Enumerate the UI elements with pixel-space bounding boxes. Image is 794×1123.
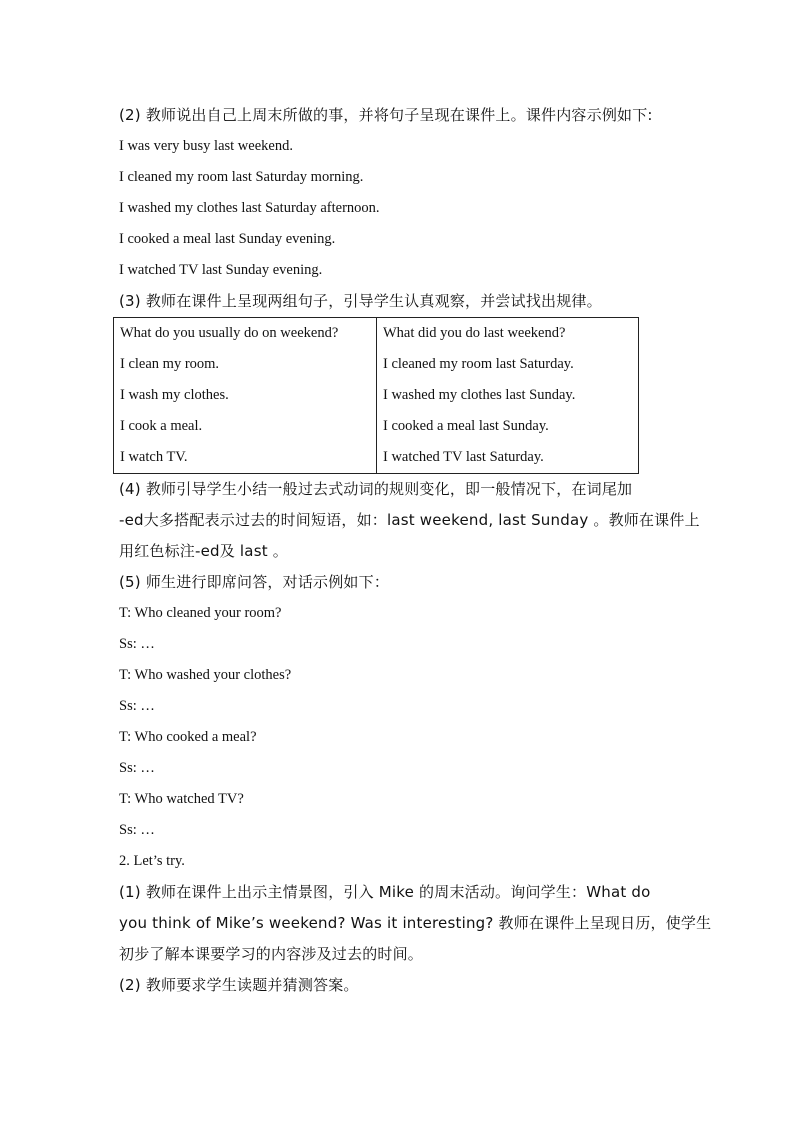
section-4-line: (4) 教师引导学生小结一般过去式动词的规则变化，即一般情况下，在词尾加 (119, 480, 633, 498)
example-sentence: I cooked a meal last Sunday evening. (119, 231, 336, 247)
table-cell: I watched TV last Saturday. (383, 449, 544, 465)
section-4-line: -ed大多搭配表示过去的时间短语，如：last weekend, last Sunday 。教师在课件上 (119, 511, 700, 529)
dialogue-line: T: Who washed your clothes? (119, 667, 292, 683)
table-cell: I cook a meal. (120, 418, 203, 434)
section-2-intro: (2) 教师说出自己上周末所做的事，并将句子呈现在课件上。课件内容示例如下: (119, 106, 653, 124)
table-cell: I cooked a meal last Sunday. (383, 418, 549, 434)
table-cell: I cleaned my room last Saturday. (383, 356, 574, 372)
example-sentence: I washed my clothes last Saturday afternoon. (119, 200, 380, 216)
section-3-intro: (3) 教师在课件上呈现两组句子，引导学生认真观察，并尝试找出规律。 (119, 292, 602, 310)
table-row (114, 318, 639, 474)
dialogue-line: T: Who cleaned your room? (119, 605, 282, 621)
table-cell: I clean my room. (120, 356, 220, 372)
example-sentence: I cleaned my room last Saturday morning. (119, 169, 364, 185)
lets-try-item-1-line: you think of Mike’s weekend? Was it interesting? 教师在课件上呈现日历，使学生 (119, 914, 712, 932)
dialogue-line: Ss: … (119, 698, 155, 714)
section-5-intro: (5) 师生进行即席问答，对话示例如下： (119, 573, 390, 591)
dialogue-line: Ss: … (119, 760, 155, 776)
past-tense-column (377, 318, 639, 474)
document-page (119, 100, 712, 1001)
example-sentence: I was very busy last weekend. (119, 138, 293, 154)
lets-try-heading: 2. Let’s try. (119, 853, 185, 869)
lets-try-item-2: (2) 教师要求学生读题并猜测答案。 (119, 976, 359, 994)
lets-try-item-1-line: 初步了解本课要学习的内容涉及过去的时间。 (119, 945, 424, 963)
table-cell: I watch TV. (120, 449, 188, 465)
example-sentence: I watched TV last Sunday evening. (119, 262, 323, 278)
dialogue-line: Ss: … (119, 636, 155, 652)
present-tense-column (114, 318, 377, 474)
dialogue-line: Ss: … (119, 822, 155, 838)
dialogue-line: T: Who cooked a meal? (119, 729, 257, 745)
lets-try-item-1-line: (1) 教师在课件上出示主情景图，引入 Mike 的周末活动。询问学生：What do (119, 883, 651, 901)
table-cell: I washed my clothes last Sunday. (383, 387, 576, 403)
table-cell: What do you usually do on weekend? (120, 325, 339, 341)
comparison-table (113, 317, 639, 474)
table-cell: What did you do last weekend? (383, 325, 566, 341)
section-4-line: 用红色标注-ed及 last 。 (119, 542, 288, 560)
dialogue-line: T: Who watched TV? (119, 791, 244, 807)
table-cell: I wash my clothes. (120, 387, 229, 403)
